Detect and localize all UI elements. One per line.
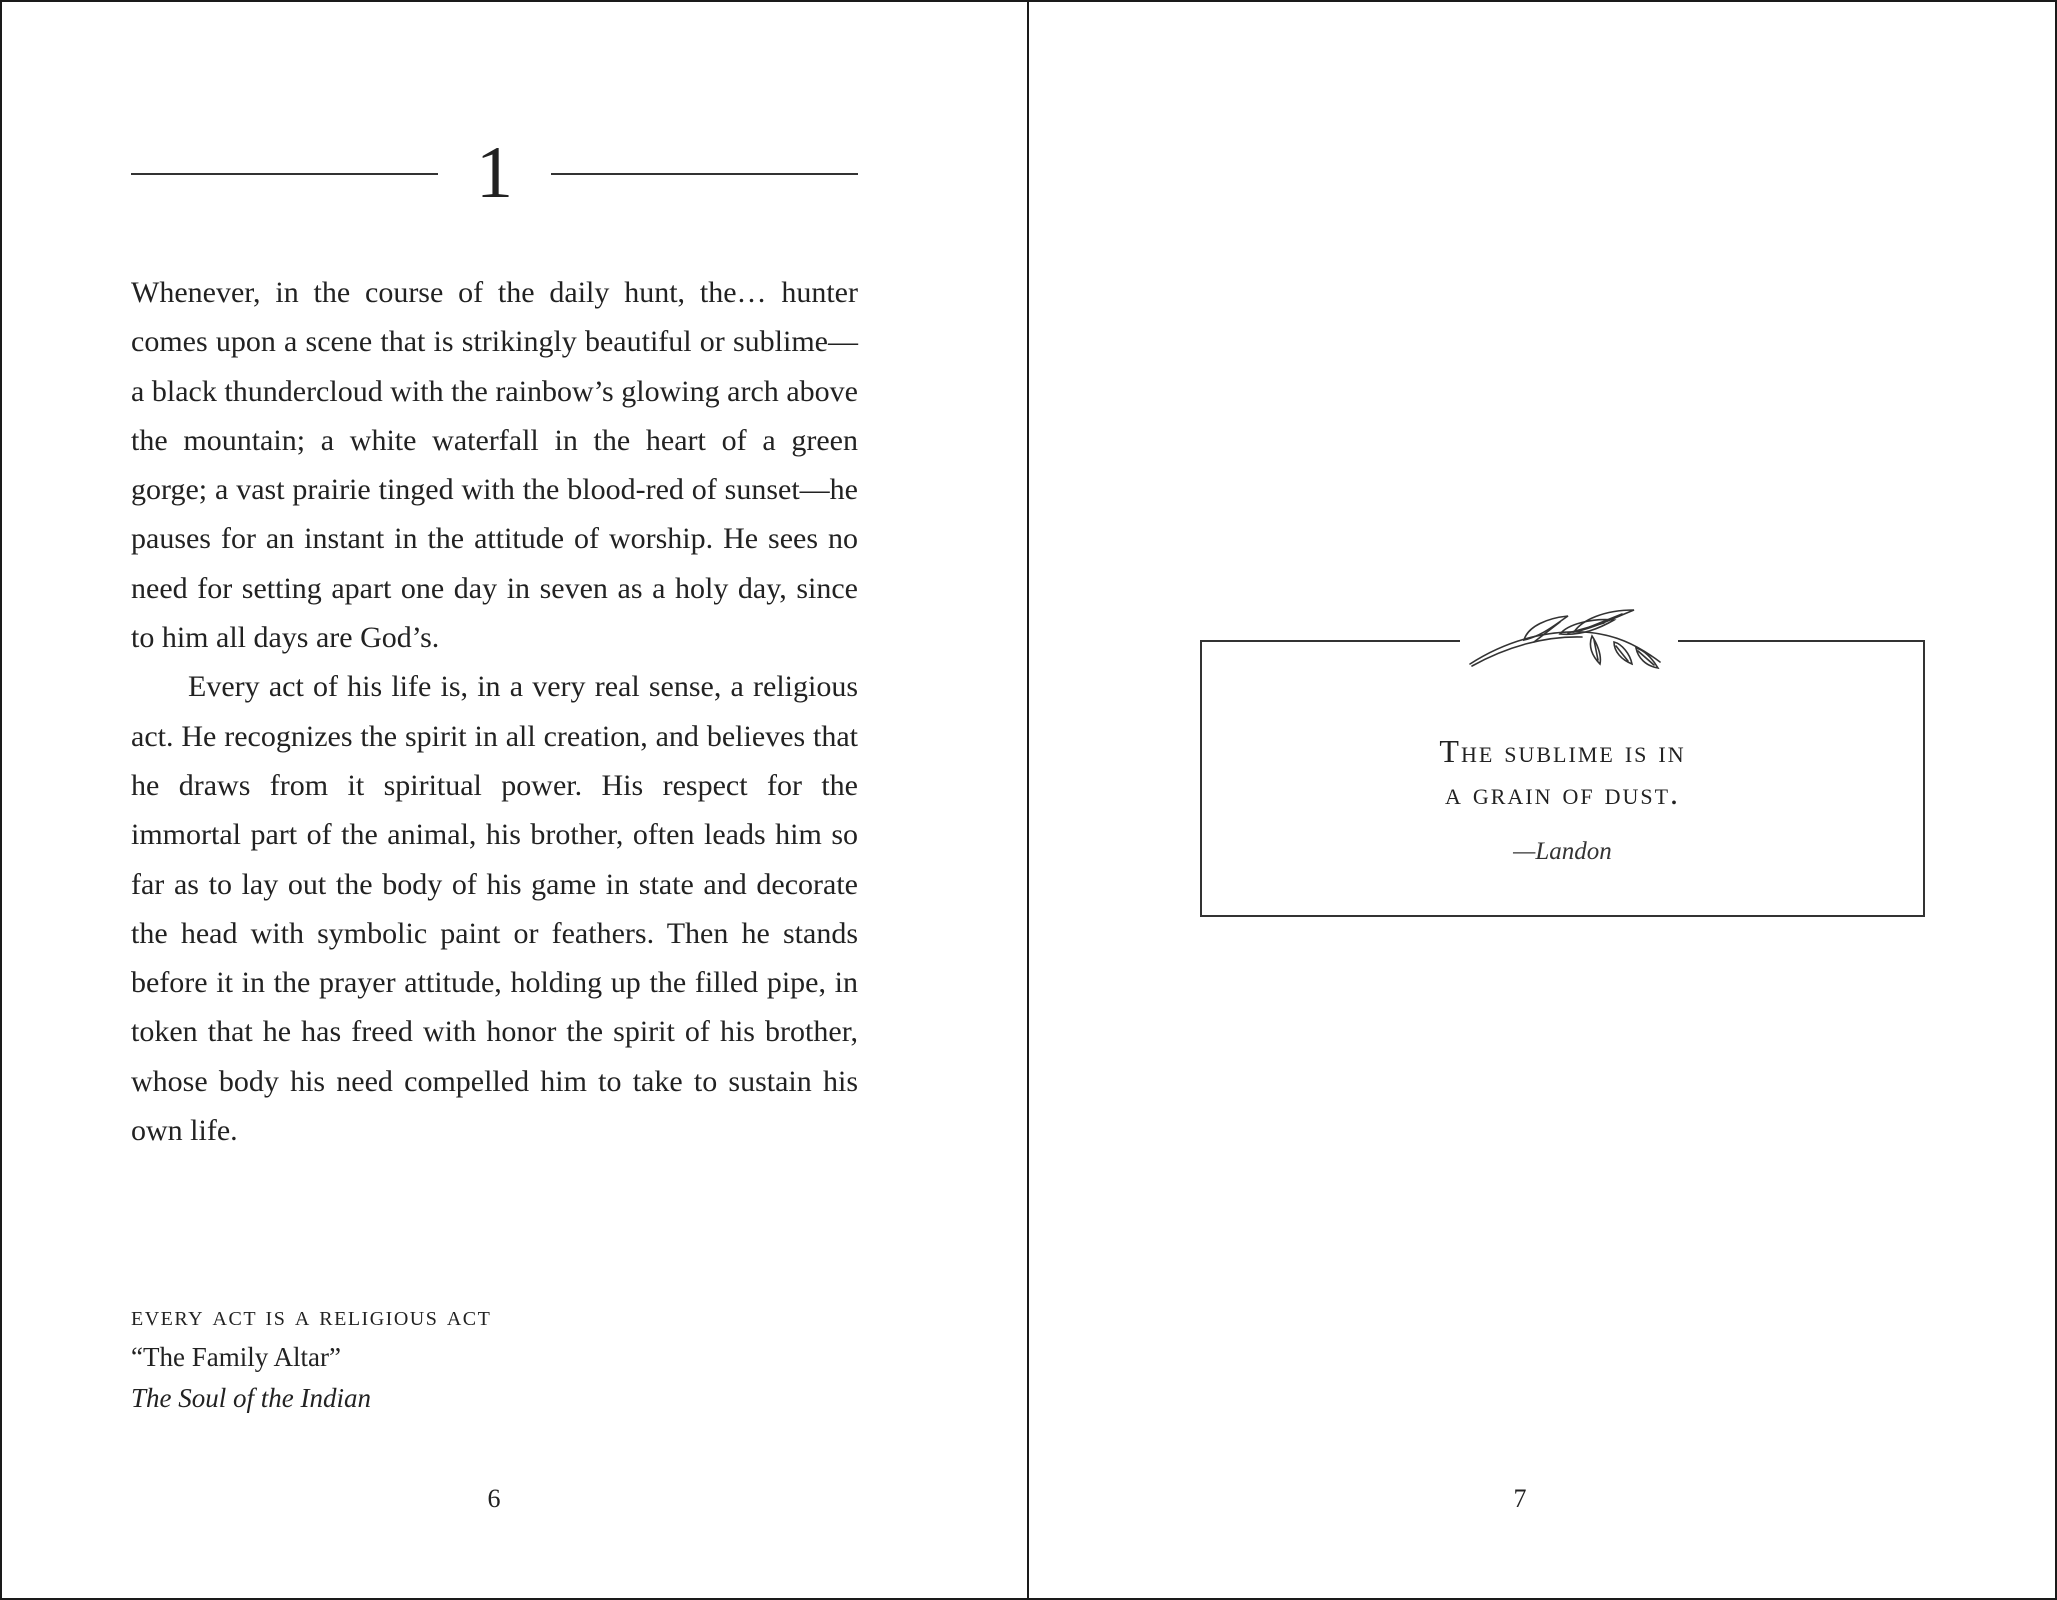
paragraph-1: Whenever, in the course of the daily hunt, the… hunter comes upon a scene that is strikingly beautiful or sublime—a black thundercloud with the rainbow’s glowing arch above the mountain; a white waterfall in the heart of a green gorge; a vast prairie tinged with the blood-red of sunset—he pauses for an instant in the attitude of worship. He sees no need for setting apart one day in seven as a holy day, since to him all days are God’s. xyxy=(131,276,858,655)
source-chapter: “The Family Altar” xyxy=(131,1342,341,1372)
page-number-right: 7 xyxy=(1513,1484,1527,1513)
chapter-rule-right xyxy=(551,173,858,175)
source-book-title: The Soul of the Indian xyxy=(131,1383,371,1413)
quote-box xyxy=(1200,640,1925,917)
quote-attribution: —Landon xyxy=(1513,838,1612,865)
left-page xyxy=(0,0,1027,1600)
source-heading: every act is a religious act xyxy=(131,1301,492,1332)
quote-text xyxy=(1202,730,1923,814)
leaf-sprig-icon xyxy=(1464,606,1674,670)
paragraph-2: Every act of his life is, in a very real sense, a religious act. He recognizes the spirit in all creation, and believes that he draws from it spiritual power. His respect for the immortal part of the animal, his brother, often leads him so far as to lay out the body of his game in state and decorate the head with symbolic paint or feathers. Then he stands before it in the prayer attitude, holding up the filled pipe, in token that he has freed with honor the spirit of his brother, whose body his need compelled him to take to sustain his own life. xyxy=(131,670,858,1148)
right-page xyxy=(1029,0,2055,1600)
quote-line-2: a grain of dust. xyxy=(1444,775,1681,811)
chapter-heading xyxy=(131,128,858,218)
chapter-number: 1 xyxy=(476,132,513,214)
quote-line-1: The sublime is in xyxy=(1439,733,1686,769)
source-citation xyxy=(131,1296,858,1419)
body-text xyxy=(131,268,858,1155)
page-number-left: 6 xyxy=(487,1484,501,1513)
